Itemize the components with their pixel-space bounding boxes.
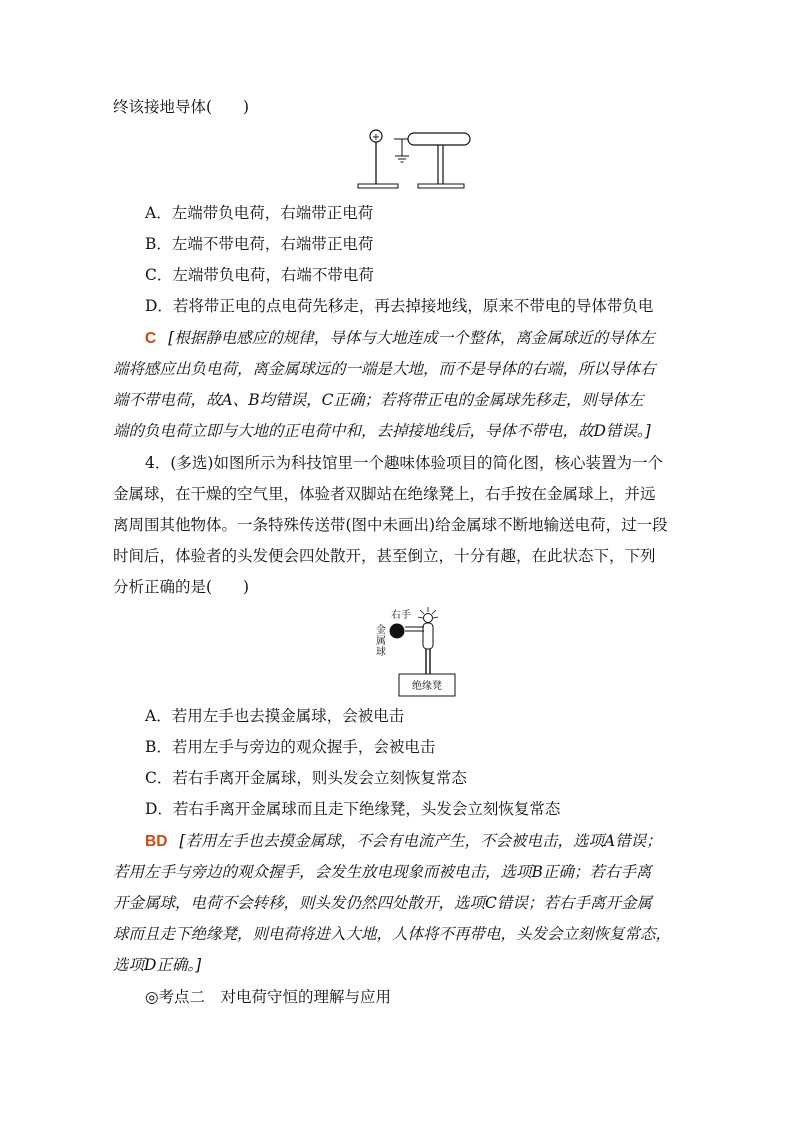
charge-symbol: +: [371, 132, 381, 143]
q4-explanation-line-4: 球而且走下绝缘凳，则电荷将进入大地，人体将不再带电，头发会立刻恢复常态，: [113, 925, 672, 943]
q3-option-d: D．若将带正电的点电荷先移走，再去掉接地线，原来不带电的导体带负电: [145, 297, 654, 315]
q3-option-a: A．左端带负电荷，右端带正电荷: [145, 204, 374, 222]
q4-stem-line-3: 离周围其他物体。一条特殊传送带(图中未画出)给金属球不断地输送电荷，过一段: [113, 516, 668, 534]
q4-option-c: C．若右手离开金属球，则头发会立刻恢复常态: [145, 769, 467, 787]
svg-text:球: 球: [376, 647, 386, 658]
q4-figure: [368, 606, 468, 698]
q4-stem-line-2: 金属球，在干燥的空气里，体验者双脚站在绝缘凳上，右手按在金属球上，并远: [113, 485, 656, 503]
q4-option-d: D．若右手离开金属球而且走下绝缘凳，头发会立刻恢复常态: [145, 800, 561, 818]
q4-explanation-line-5: 选项D正确。]: [113, 956, 202, 974]
q4-stem-line-1: 4．(多选)如图所示为科技馆里一个趣味体验项目的简化图，核心装置为一个: [145, 454, 663, 472]
stool-label: 绝缘凳: [412, 681, 442, 692]
q4-option-a: A．若用左手也去摸金属球，会被电击: [145, 707, 405, 725]
q4-stem-line-5: 分析正确的是( ): [113, 578, 250, 596]
q4-stem-line-4: 时间后，体验者的头发便会四处散开，甚至倒立，十分有趣，在此状态下，下列: [113, 547, 656, 565]
q3-explanation-line-4: 端的负电荷立即与大地的正电荷中和，去掉接地线后，导体不带电，故D错误。]: [113, 422, 651, 440]
metal-ball: [390, 624, 405, 639]
q3-explanation-line-1: C [根据静电感应的规律，导体与大地连成一个整体，离金属球近的导体左: [145, 329, 655, 347]
q4-explanation-line-1: BD [若用左手也去摸金属球，不会有电流产生，不会被电击，选项A错误；: [145, 832, 662, 850]
conductor: [408, 133, 470, 145]
q4-explanation-line-2: 若用左手与旁边的观众握手，会发生放电现象而被电击，选项B正确；若右手离: [113, 863, 652, 881]
q3-figure: [352, 122, 480, 194]
q3-option-c: C．左端带负电荷，右端不带电荷: [145, 266, 374, 284]
q3-explanation-line-2: 端将感应出负电荷，离金属球远的一端是大地，而不是导体的右端，所以导体右: [113, 360, 656, 378]
metal-ball-label: 金: [376, 625, 386, 636]
q3-explanation-line-3: 端不带电荷，故A、B均错误，C正确；若将带正电的金属球先移走，则导体左: [113, 391, 644, 409]
q4-explanation-line-3: 开金属球，电荷不会转移，则头发仍然四处散开，选项C错误；若右手离开金属: [113, 894, 652, 912]
q3-answer: C: [145, 330, 157, 347]
svg-text:属: 属: [376, 636, 386, 647]
q3-stem-tail: 终该接地导体( ): [113, 98, 250, 116]
q4-option-b: B．若用左手与旁边的观众握手，会被电击: [145, 738, 436, 756]
section-title: ◎考点二 对电荷守恒的理解与应用: [145, 988, 392, 1006]
right-hand-label: 右手: [391, 610, 411, 621]
q3-option-b: B．左端不带电荷，右端带正电荷: [145, 235, 374, 253]
q4-answer: BD: [145, 833, 168, 850]
